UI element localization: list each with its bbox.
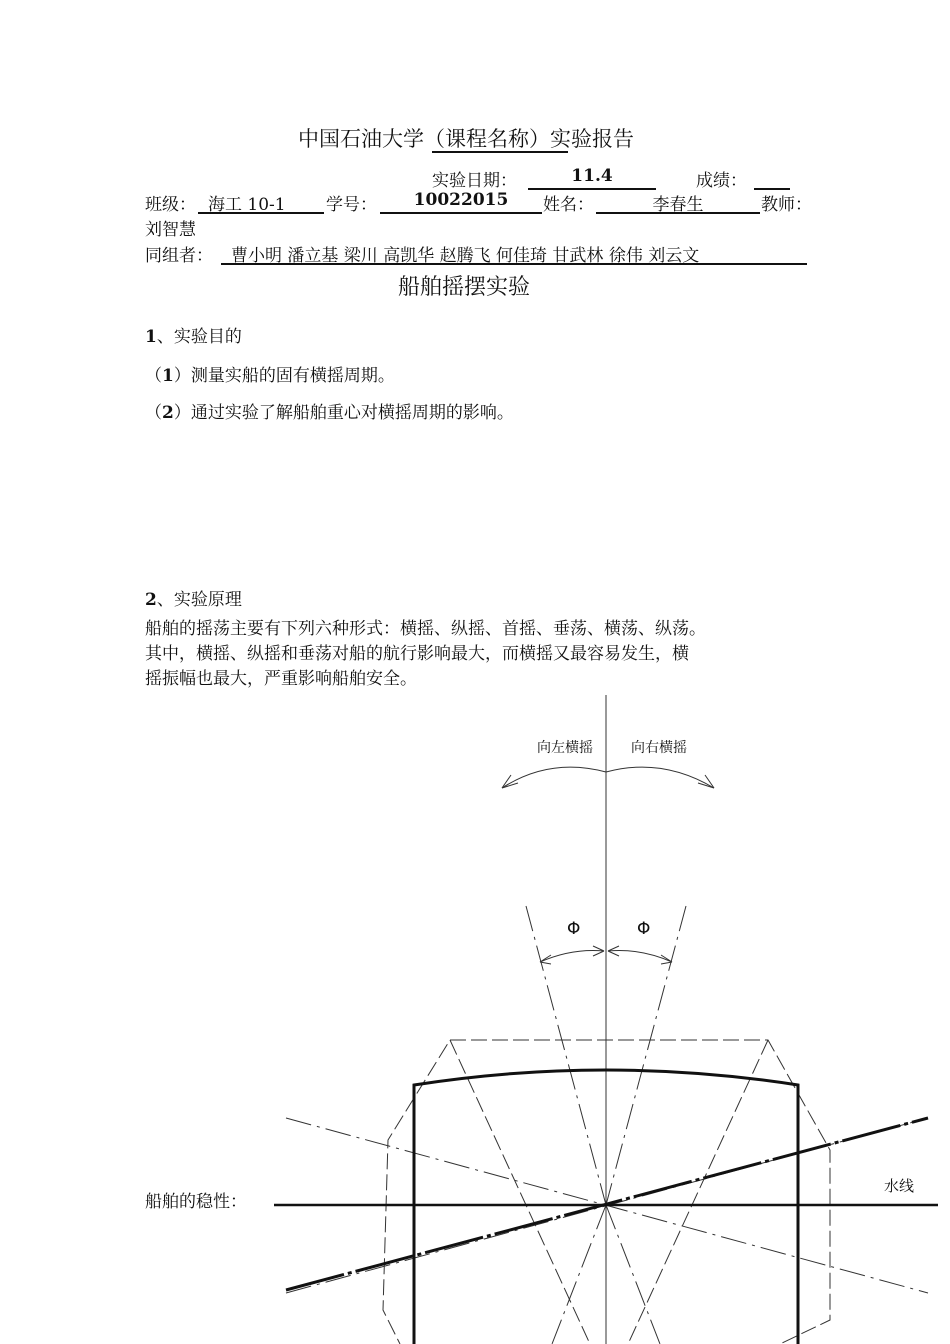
section1-number: 1 (145, 327, 157, 347)
score-label: 成绩： (696, 171, 747, 191)
item-text: 通过实验了解船舶重心对横摇周期的影响。 (190, 403, 514, 423)
date-label: 实验日期： (432, 171, 517, 191)
section1-item-1: （1）测量实船的固有横摇周期。 (145, 366, 395, 386)
phi-right-label: Φ (637, 919, 651, 939)
class-value-text: 海工 10-1 (208, 195, 286, 215)
report-title: 中国石油大学（课程名称）实验报告 (298, 127, 634, 151)
right-roll-arrow (606, 767, 714, 788)
student-id-label: 学号： (326, 195, 377, 215)
class-label: 班级： (145, 195, 196, 215)
section2-line-2: 其中，横摇、纵摇和垂荡对船的航行影响最大，而横摇又最容易发生，横 (145, 644, 689, 664)
item-number: 1 (162, 366, 174, 386)
left-roll-label: 向左横摇 (537, 740, 593, 756)
waterline-label: 水线 (884, 1177, 915, 1195)
item-text: 测量实船的固有横摇周期。 (190, 366, 395, 386)
section2-heading-text: 、实验原理 (156, 590, 242, 610)
experiment-title: 船舶摇摆实验 (398, 275, 531, 300)
inclined-hull-left (383, 1040, 760, 1344)
left-inclined-axis-lower (606, 1205, 660, 1344)
hull-diagonal-left (450, 1040, 590, 1344)
section2-number: 2 (145, 590, 157, 610)
section2-line-1: 船舶的摇荡主要有下列六种形式：横摇、纵摇、首摇、垂荡、横荡、纵荡。 (145, 619, 706, 639)
section2-line-3: 摇振幅也最大，严重影响船舶安全。 (145, 669, 417, 689)
stability-label: 船舶的稳性： (145, 1192, 247, 1212)
left-roll-arrow (502, 767, 606, 788)
student-id-value: 10022015 (380, 190, 542, 214)
section1-item-2: （2）通过实验了解船舶重心对横摇周期的影响。 (145, 403, 514, 423)
inclined-hull-right (450, 1040, 830, 1344)
section1-heading-text: 、实验目的 (156, 327, 242, 347)
group-label: 同组者： (145, 246, 213, 266)
date-value: 11.4 (528, 166, 656, 190)
item-number: 2 (162, 403, 174, 423)
teacher-value: 刘智慧 (145, 220, 196, 240)
right-roll-label: 向右横摇 (631, 740, 687, 756)
name-value: 李春生 (596, 190, 760, 214)
right-inclined-axis-lower (552, 1205, 606, 1344)
phi-left-label: Φ (567, 919, 581, 939)
group-value-text: 曹小明 潘立基 梁川 高凯华 赵腾飞 何佳琦 甘武林 徐伟 刘云文 (231, 246, 700, 266)
name-label: 姓名： (543, 195, 594, 215)
teacher-label: 教师： (761, 195, 812, 215)
